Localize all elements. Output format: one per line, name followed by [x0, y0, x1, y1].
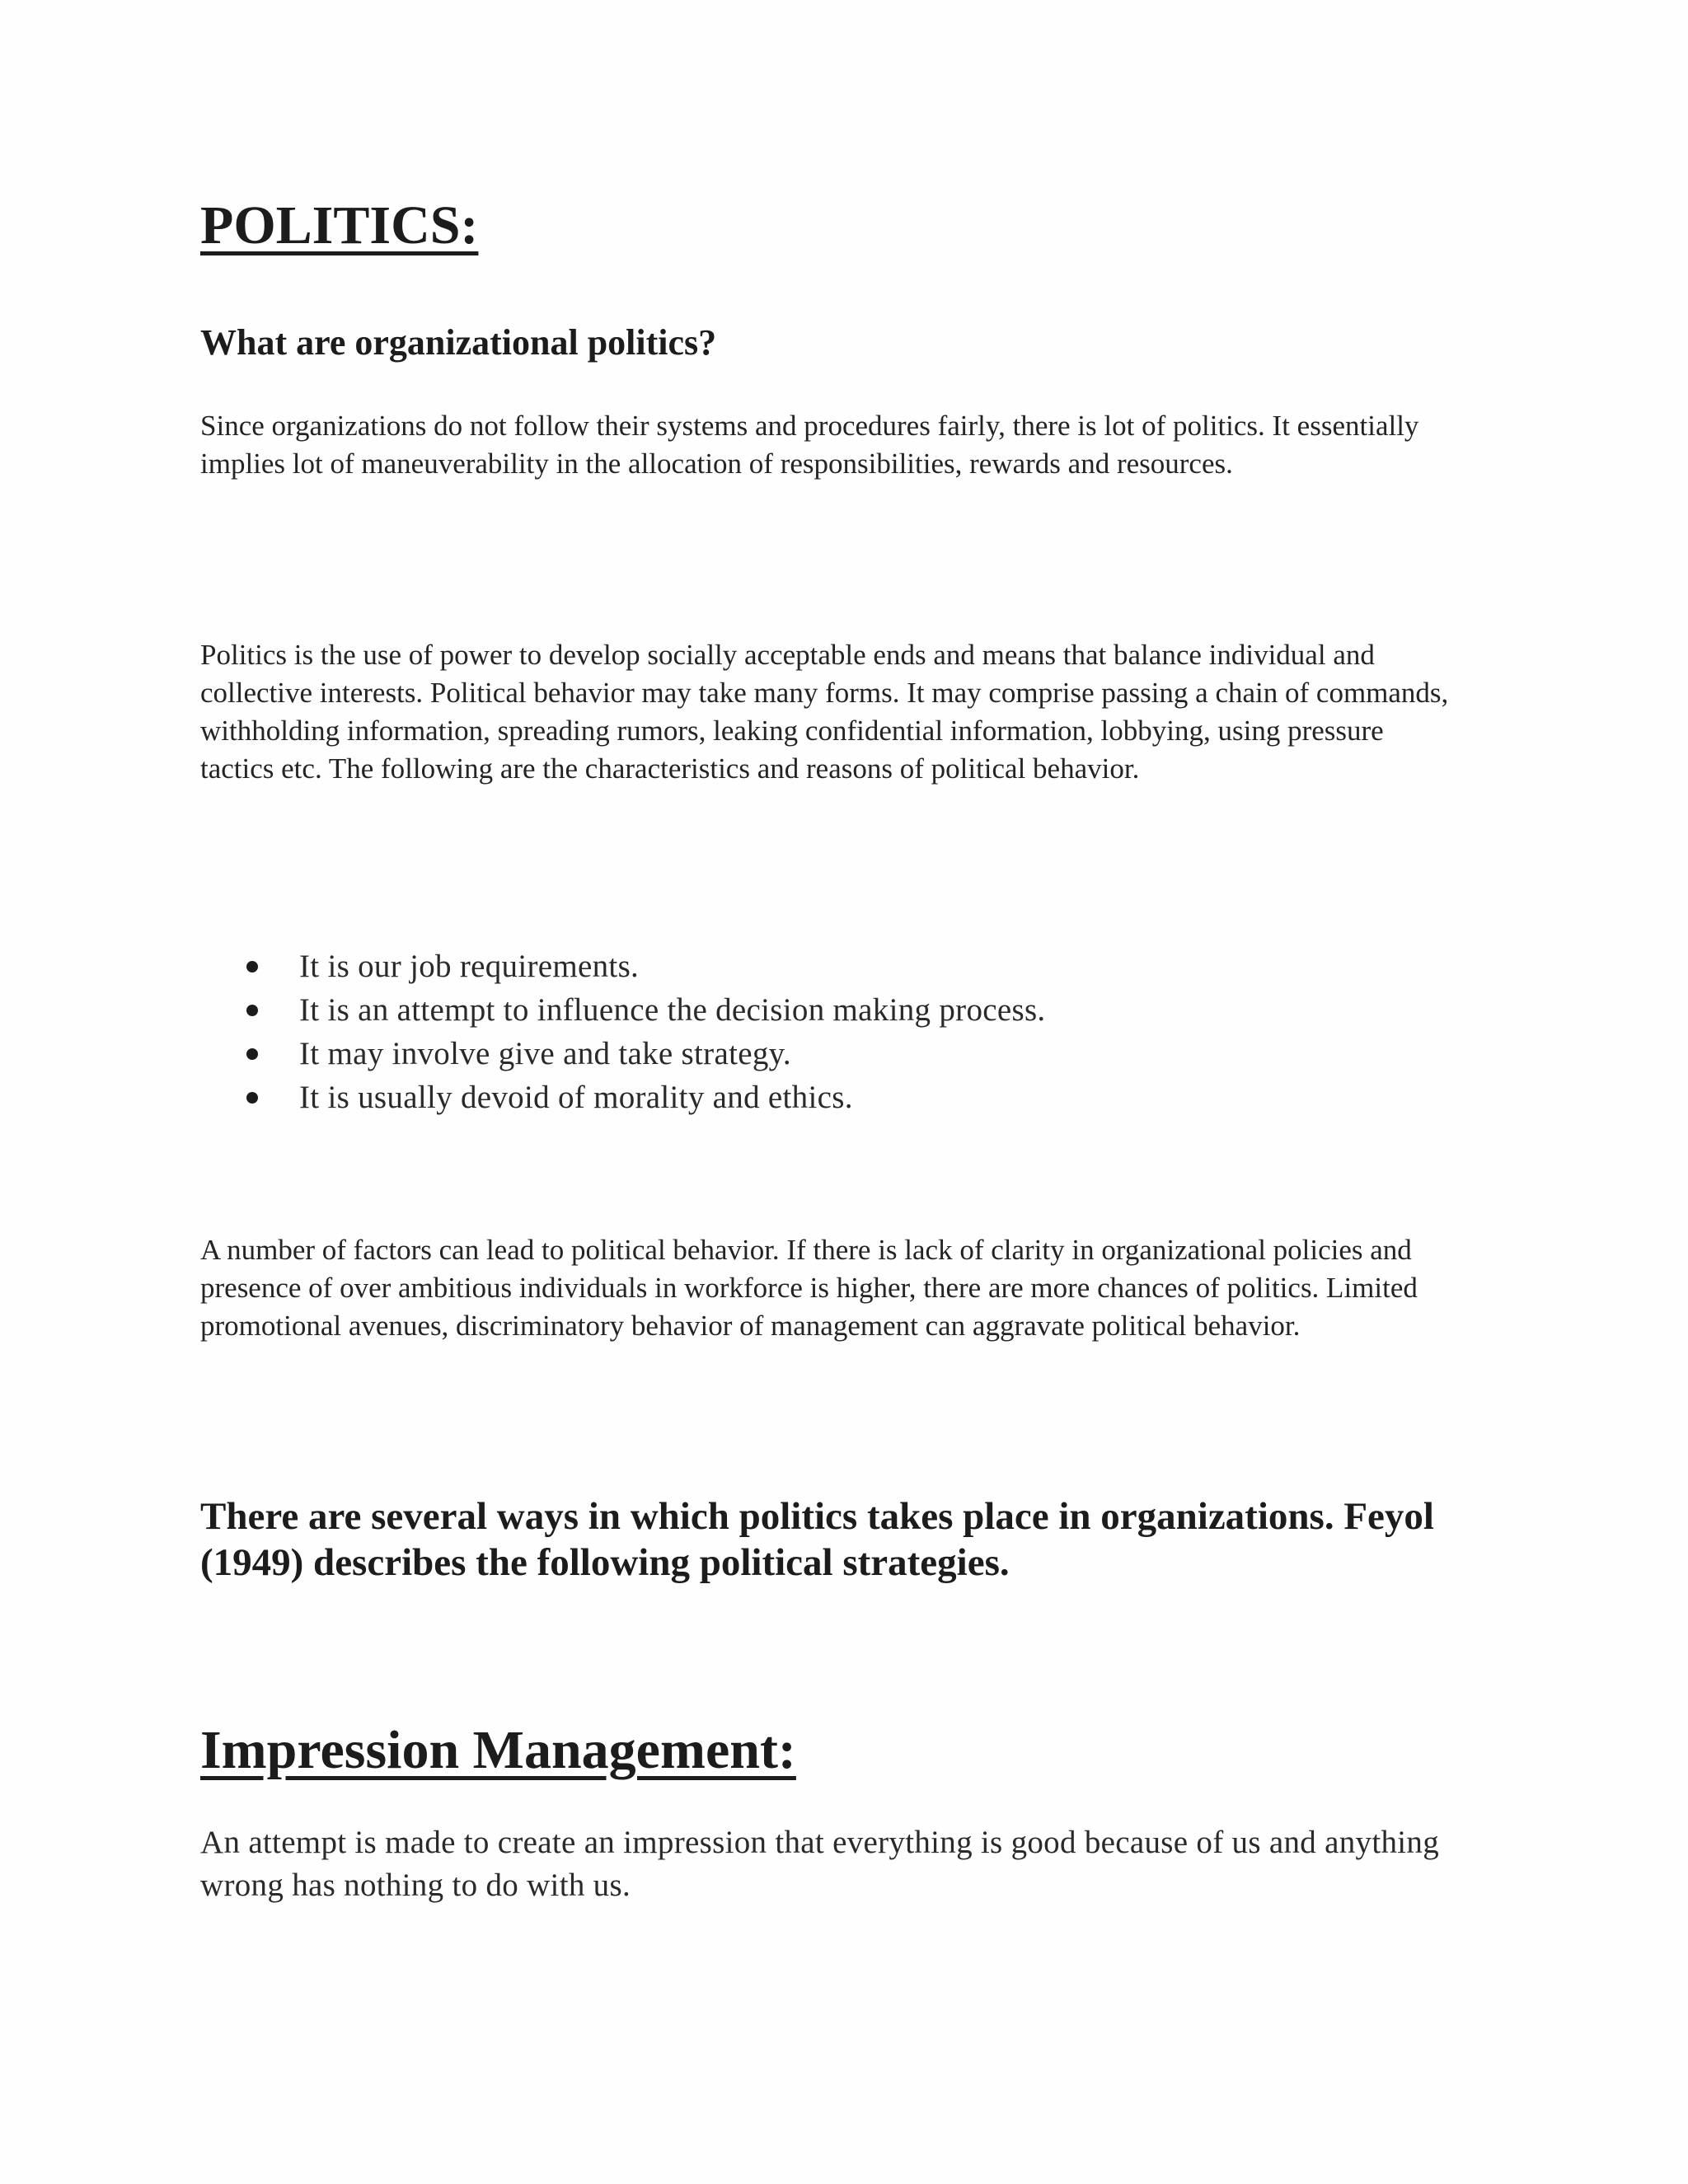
paragraph-factors: A number of factors can lead to political behavior. If there is lack of clarity in organizational policies and presence of over ambitious individuals in workforce is higher, there are more chances of politics. Limited promotional avenues, discriminatory behavior of management can aggravate political behavior. — [200, 1234, 1418, 1342]
paragraph-intro: Since organizations do not follow their systems and procedures fairly, there is lot of politics. It essentially implies lot of maneuverability in the allocation of responsibilities, rewards and resources. — [200, 410, 1419, 480]
characteristics-list — [200, 944, 1437, 1119]
list-item — [200, 944, 1437, 988]
list-item — [200, 1032, 1437, 1076]
list-item — [200, 988, 1437, 1032]
list-item-text: It is usually devoid of morality and ethics. — [299, 1080, 853, 1115]
list-item-text: It is an attempt to influence the decision making process. — [299, 992, 1046, 1028]
question-heading: What are organizational politics? — [200, 322, 717, 363]
section-heading-impression-management: Impression Management: — [200, 1720, 796, 1780]
page-title: POLITICS: — [200, 195, 479, 255]
list-item-text: It is our job requirements. — [299, 949, 640, 984]
bullet-icon — [246, 1005, 258, 1016]
bullet-icon — [246, 1048, 258, 1060]
paragraph-impression-management: An attempt is made to create an impression that everything is good because of us and anything wrong has nothing to do with us. — [200, 1825, 1440, 1903]
list-item — [200, 1076, 1437, 1119]
list-item-text: It may involve give and take strategy. — [299, 1036, 791, 1071]
bullet-icon — [246, 961, 258, 972]
paragraph-definition: Politics is the use of power to develop socially acceptable ends and means that balance individual and collective interests. Political behavior may take many forms. It may comprise passing a chain of commands, withholding information, spreading rumors, leaking confidential information, lobbying, using pressure tactics etc. The following are the characteristics and reasons of political behavior. — [200, 639, 1449, 785]
bullet-icon — [246, 1092, 258, 1104]
strategies-intro: There are several ways in which politics takes place in organizations. Feyol (1949) describes the following political strategies. — [200, 1495, 1434, 1584]
